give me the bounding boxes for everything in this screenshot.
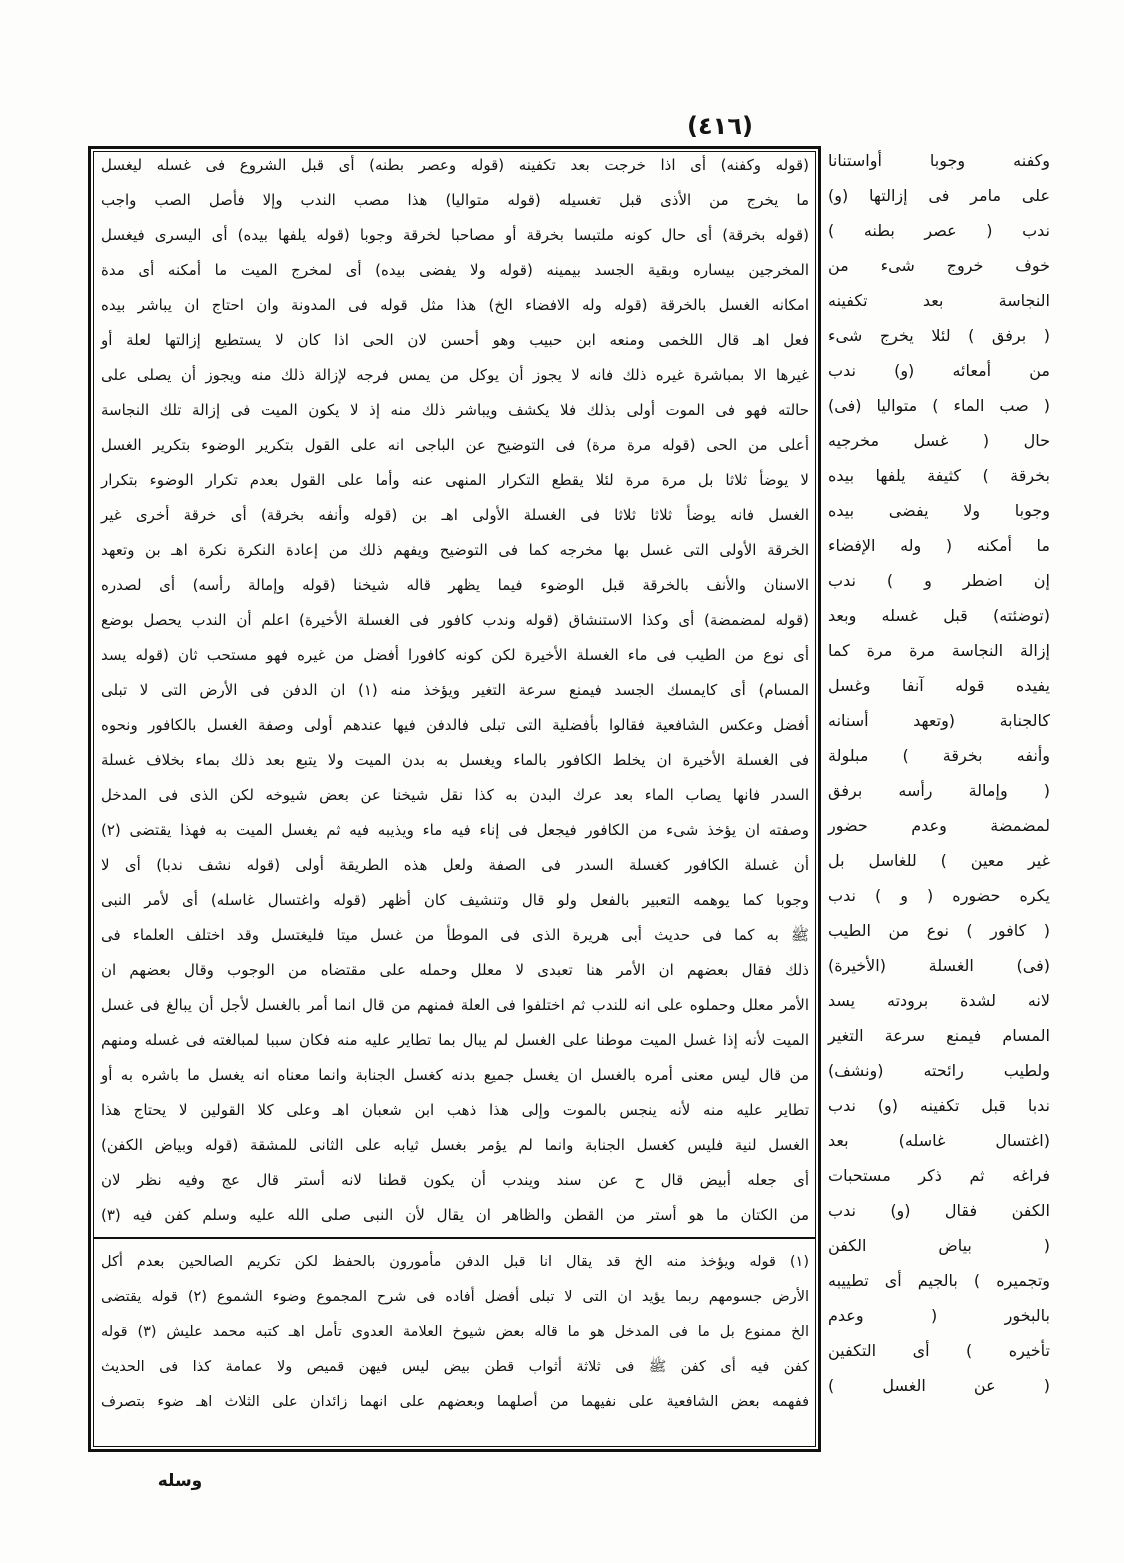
matn-line: إزالة النجاسة مرة مرة كما [828, 641, 1050, 660]
matn-line: وأنفه بخرقة ) مبلولة [828, 746, 1050, 765]
commentary-line: امكانه الغسل بالخرقة (قوله وله الافضاء الخ) هذا مثل قوله فى المدونة وان احتاج ان يباشر بيده [101, 296, 809, 314]
commentary-line: (قوله وكفنه) أى اذا خرجت بعد تكفينه (قوله وعصر بطنه) أى قبل الشروع فى غسله ليغسل [101, 156, 809, 174]
matn-line: إن اضطر و ) ندب [828, 571, 1050, 590]
matn-line: وتجميره ) بالجيم أى تطييبه [828, 1271, 1050, 1290]
matn-line: ولطيب رائحته (ونشف) [828, 1061, 1050, 1080]
matn-line: ( وإمالة رأسه برفق [828, 781, 1050, 800]
commentary-line: من الكتان ما هو أستر من القطن والظاهر ان يقال لأن النبى صلى الله عليه وسلم كفن فيه (٣) [101, 1206, 809, 1224]
matn-line: يكره حضوره ( و ) ندب [828, 886, 1050, 905]
commentary-line: الغسل فانه يوضأ ثلاثا ثلاثا فى الغسلة الأولى اهـ بن (قوله وأنفه بخرقة) أى خرقة أخرى غير [101, 506, 809, 524]
commentary-line: (قوله بخرقة) أى حال كونه ملتبسا بخرقة أو مصاحبا لخرقة وجوبا (قوله يلفها بيده) أى اليسرى فيغسل [101, 226, 809, 244]
commentary-line: الميت لأنه إذا غسل الميت موطنا على الغسل لم يبال بما تطاير عليه منه فكان سببا لمبالغته فى غسله ومنهم [101, 1031, 809, 1049]
matn-line: حال ( غسل مخرجيه [828, 431, 1050, 450]
matn-line: بالبخور ( وعدم [828, 1306, 1050, 1325]
commentary-block [101, 148, 809, 1233]
commentary-line: ما يخرج من الأذى قبل تغسيله (قوله متواليا) هذا مصب الندب وإلا فأصل الصب واجب [101, 191, 809, 209]
matn-line: بخرقة ) كثيفة يلفها بيده [828, 466, 1050, 485]
matn-line: وكفنه وجوبا أواستنانا [828, 151, 1050, 170]
matn-line: (فى) الغسلة (الأخيرة) [828, 956, 1050, 975]
footnotes-block [101, 1245, 809, 1420]
commentary-line: المخرجين بيساره وبقية الجسد بيمينه (قوله ولا يفضى بيده) أى لمخرج الميت ما أمكنه أى مدة [101, 261, 809, 279]
commentary-line: ﷺ به كما فى حديث أبى هريرة الذى فى الموطأ من غسل ميتا فليغتسل وقد اختلف العلماء فى [101, 926, 809, 944]
matn-line: من أمعائه (و) ندب [828, 361, 1050, 380]
matn-line: خوف خروج شىء من [828, 256, 1050, 275]
matn-line: ندبا قبل تكفينه (و) ندب [828, 1096, 1050, 1115]
footnote-line: الأرض جسومهم ربما يؤيد ان التى لا تبلى أفضل أفاده فى شرح المجموع وضوء الشموع (٢) قوله يقتضى [101, 1289, 809, 1305]
commentary-line: أفضل وعكس الشافعية فقالوا بأفضلية التى تبلى فالدفن فيها عندهم أولى وصفة الغسل بالكافور ونحوه [101, 716, 809, 734]
matn-column [828, 143, 1050, 1403]
matn-line: يفيده قوله آنفا وغسل [828, 676, 1050, 695]
commentary-line: أن غسلة الكافور كغسلة السدر فى الصفة ولعل هذه الطريقة أولى (قوله نشف ندبا) أى لا [101, 856, 809, 874]
matn-line: (اغتسال غاسله) بعد [828, 1131, 1050, 1150]
matn-line: ( برفق ) لئلا يخرج شىء [828, 326, 1050, 345]
commentary-line: الاسنان والأنف بالخرقة قبل الوضوء فيما يظهر قاله شيخنا (قوله وإمالة رأسه) أى لصدره [101, 576, 809, 594]
matn-line: فراغه ثم ذكر مستحبات [828, 1166, 1050, 1185]
footnote-line: الخ ممنوع بل ما فى المدخل هو ما قاله بعض شيوخ العلامة العدوى تأمل اهـ كتبه محمد عليش (٣) قوله [101, 1324, 809, 1340]
matn-line: ( كافور ) نوع من الطيب [828, 921, 1050, 940]
matn-line: النجاسة بعد تكفينه [828, 291, 1050, 310]
commentary-line: أى جعله أبيض قال ح عن سند ويندب أن يكون قطنا لانه أستر قال عج وفيه نظر لان [101, 1171, 809, 1189]
matn-line: المسام فيمنع سرعة التغير [828, 1026, 1050, 1045]
commentary-line: الخرقة الأولى التى غسل بها مخرجه كما فى التوضيح ويفهم ذلك من إعادة النكرة نكرة اهـ بن وتعهد [101, 541, 809, 559]
footnote-line: كفن فيه أى كفن ﷺ فى ثلاثة أثواب قطن بيض ليس فيهن قميص ولا عمامة كذا فى الحديث [101, 1359, 809, 1375]
matn-line: كالجنابة (وتعهد أسنانه [828, 711, 1050, 730]
footnote-line: (١) قوله ويؤخذ منه الخ قد يقال انا قبل الدفن مأمورون بالحفظ لكن تكريم الصالحين بعدم أكل [101, 1254, 809, 1270]
matn-line: ندب ( عصر بطنه ) [828, 221, 1050, 240]
commentary-line: تطاير عليه منه لأنه ينجس بالموت وإلى هذا ذهب ابن شعبان اهـ وعلى كلا القولين لا يحتاج هذا [101, 1101, 809, 1119]
commentary-line: فى الغسلة الأخيرة ان يخلط الكافور بالماء ويغسل به بدن الميت ولا يتبع بعد ذلك بماء بخلاف غسلة [101, 751, 809, 769]
matn-line: ( صب الماء ) متواليا (فى) [828, 396, 1050, 415]
footnote-line: ففهمه بعض الشافعية على نفيهما من أصلهما وبعضهم على انهما زائدان على الثلاث اهـ ضوء بتصرف [101, 1394, 809, 1410]
commentary-line: أعلى من الحى (قوله مرة مرة) فى التوضيح عن الباجى انه على القول بتكرير الوضوء بتكرير الغسل [101, 436, 809, 454]
commentary-line: حالته فهو فى الموت أولى بذلك فلا يكشف ويباشر ذلك منه إذ لا يكون الميت فى إزالة تلك النجاسة [101, 401, 809, 419]
matn-line: لانه لشدة برودته يسد [828, 991, 1050, 1010]
commentary-line: غيرها الا بمباشرة غيره ذلك فانه لا يجوز أن يوكل من يمس فرجه لإزالة ذلك منه ويجوز أن يصلى على [101, 366, 809, 384]
footnote-divider [93, 1237, 816, 1239]
commentary-line: (قوله لمضمضة) أى وكذا الاستنشاق (قوله وندب كافور فى الغسلة الأخيرة) اعلم أن الندب يحصل بوضع [101, 611, 809, 629]
commentary-line: وصفته ان يؤخذ شىء من الكافور فيجعل فى إناء فيه ماء ويذيبه فيه ثم يغسل الميت به فهذا يقتضى (٢) [101, 821, 809, 839]
commentary-line: الأمر معلل وحملوه على انه للندب ثم اختلفوا فى العلة فمنهم من قال انما أمر بالغسل لأجل أن يبالغ فى غسل [101, 996, 809, 1014]
matn-line: ما أمكنه ( وله الإفضاء [828, 536, 1050, 555]
commentary-line: لا يوضأ ثلاثا بل مرة مرة لئلا يقطع التكرار المنهى عنه وأما على القول بعدم تكرار الوضوء بتكرار [101, 471, 809, 489]
matn-line: الكفن فقال (و) ندب [828, 1201, 1050, 1220]
commentary-line: ذلك فقال بعضهم ان الأمر هنا تعبدى لا معلل وحمله على مقتضاه من الوجوب وقال بعضهم ان [101, 961, 809, 979]
commentary-line: السدر فانها يصاب الماء بعد عرك البدن به كذا نقل شيخنا عن بعض شيوخه لكن الذى فى المدخل [101, 786, 809, 804]
matn-line: غير معين ) للغاسل بل [828, 851, 1050, 870]
commentary-line: من قال ليس معنى أمره بالغسل ان يغسل جميع بدنه كغسل الجنابة وانما معناه انه يغسل ما باشره به أو [101, 1066, 809, 1084]
commentary-line: أى نوع من الطيب فى ماء الغسلة الأخيرة لكن كونه كافورا أفضل من غيره فهو مستحب ثان (قوله يسد [101, 646, 809, 664]
commentary-line: فعل اهـ قال اللخمى ومنعه ابن حبيب وهو أحسن لان الحى اذا كان لا يستطيع إزالتها لعلة أو [101, 331, 809, 349]
catchword: وسله [157, 1471, 203, 1491]
matn-line: لمضمضة وعدم حضور [828, 816, 1050, 835]
matn-line: ( عن الغسل ) [828, 1376, 1050, 1395]
matn-line: وجوبا ولا يفضى بيده [828, 501, 1050, 520]
matn-line: تأخيره ) أى التكفين [828, 1341, 1050, 1360]
matn-line: (توضئته) قبل غسله وبعد [828, 606, 1050, 625]
commentary-line: الغسل لنية فليس كغسل الجنابة وانما لم يؤمر بغسل ثيابه على الثانى للمشقة (قوله وبياض الكفن) [101, 1136, 809, 1154]
matn-line: على مامر فى إزالتها (و) [828, 186, 1050, 205]
commentary-line: المسام) أى كايمسك الجسد فيمنع سرعة التغير ويؤخذ منه (١) ان الدفن فى الأرض التى لا تبلى [101, 681, 809, 699]
matn-line: ( بياض الكفن [828, 1236, 1050, 1255]
commentary-line: وجوبا كما يوهمه التعبير بالفعل ولو قال وتنشيف كان أظهر (قوله واغتسال غاسله) أى لأمر النبى [101, 891, 809, 909]
page-number: (٤١٦) [687, 112, 753, 140]
